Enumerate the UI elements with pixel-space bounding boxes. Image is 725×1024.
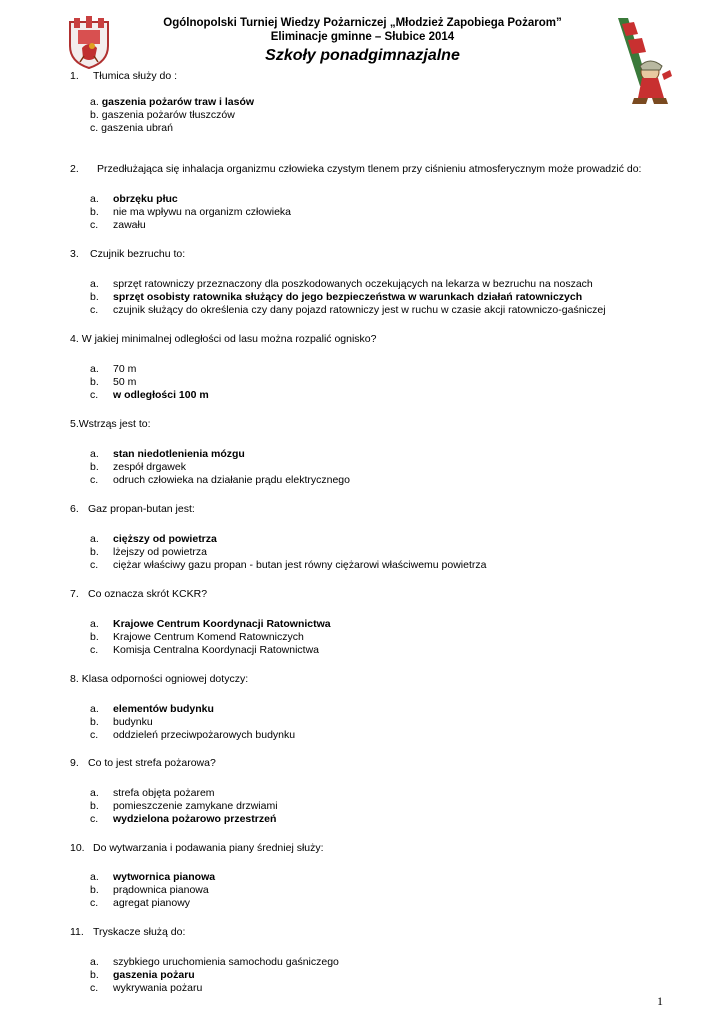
- answer-4a: a. 70 m: [90, 363, 137, 375]
- question-3: 3. Czujnik bezruchu to:: [70, 248, 186, 260]
- answer-2c: c. zawału: [90, 219, 146, 231]
- answer-4c: c. w odległości 100 m: [90, 389, 209, 401]
- answer-7c: c. Komisja Centralna Koordynacji Ratownictwa: [90, 644, 320, 656]
- header-subtitle: Eliminacje gminne – Słubice 2014: [270, 31, 455, 43]
- answer-5b: b. zespół drgawek: [90, 461, 186, 473]
- answer-3c: c. czujnik służący do określenia czy dany pojazd ratowniczy jest w ruchu w czasie akcji ratowniczo-gaśniczej: [90, 304, 606, 316]
- answer-5c: c. odruch człowieka na działanie prądu elektrycznego: [90, 474, 350, 486]
- header-category: Szkoły ponadgimnazjalne: [265, 47, 460, 64]
- question-7: 7. Co oznacza skrót KCKR?: [70, 588, 208, 600]
- answer-1a: a. gaszenia pożarów traw i lasów: [90, 96, 255, 108]
- answer-10c: c. agregat pianowy: [90, 897, 191, 909]
- question-1: 1. Tłumica służy do :: [70, 70, 178, 82]
- answer-9a: a. strefa objęta pożarem: [90, 787, 215, 799]
- question-9: 9. Co to jest strefa pożarowa?: [70, 757, 216, 769]
- answer-9b: b. pomieszczenie zamykane drzwiami: [90, 800, 278, 812]
- answer-9c: c. wydzielona pożarowo przestrzeń: [90, 813, 277, 825]
- answer-8a: a. elementów budynku: [90, 703, 214, 715]
- answer-3b: b. sprzęt osobisty ratownika służący do jego bezpieczeństwa w warunkach działań ratowniczych: [90, 291, 583, 303]
- question-6: 6. Gaz propan-butan jest:: [70, 503, 195, 515]
- question-5: 5.Wstrząs jest to:: [70, 418, 151, 430]
- answer-8b: b. budynku: [90, 716, 153, 728]
- answer-1c: c. gaszenia ubrań: [90, 122, 173, 134]
- answer-11a: a. szybkiego uruchomienia samochodu gaśniczego: [90, 956, 339, 968]
- answer-4b: b. 50 m: [90, 376, 137, 388]
- question-4: 4. W jakiej minimalnej odległości od lasu można rozpalić ognisko?: [70, 333, 377, 345]
- answer-6a: a. cięższy od powietrza: [90, 533, 217, 545]
- answer-10b: b. prądownica pianowa: [90, 884, 209, 896]
- answer-10a: a. wytwornica pianowa: [90, 871, 216, 883]
- answer-11b: b. gaszenia pożaru: [90, 969, 195, 981]
- answer-5a: a. stan niedotlenienia mózgu: [90, 448, 245, 460]
- answer-7a: a. Krajowe Centrum Koordynacji Ratownictwa: [90, 618, 331, 630]
- header-title: Ogólnopolski Turniej Wiedzy Pożarniczej „Młodzież Zapobiega Pożarom”: [163, 17, 562, 29]
- question-10: 10. Do wytwarzania i podawania piany średniej służy:: [70, 842, 324, 854]
- answer-3a: a. sprzęt ratowniczy przeznaczony dla poszkodowanych oczekujących na lekarza w bezruchu na noszach: [90, 278, 593, 290]
- answer-11c: c. wykrywania pożaru: [90, 982, 203, 994]
- question-2: 2. Przedłużająca się inhalacja organizmu człowieka czystym tlenem przy ciśnieniu atmosferycznym może prowadzić do:: [70, 163, 642, 175]
- question-11: 11. Tryskacze służą do:: [70, 926, 186, 938]
- answer-2b: b. nie ma wpływu na organizm człowieka: [90, 206, 291, 218]
- answer-2a: a. obrzęku płuc: [90, 193, 178, 205]
- question-8: 8. Klasa odporności ogniowej dotyczy:: [70, 673, 249, 685]
- answer-7b: b. Krajowe Centrum Komend Ratowniczych: [90, 631, 304, 643]
- answer-6b: b. lżejszy od powietrza: [90, 546, 207, 558]
- answer-1b: b. gaszenia pożarów tłuszczów: [90, 109, 235, 121]
- answer-6c: c. ciężar właściwy gazu propan - butan jest równy ciężarowi właściwemu powietrza: [90, 559, 487, 571]
- answer-8c: c. oddzieleń przeciwpożarowych budynku: [90, 729, 296, 741]
- page-number: 1: [657, 994, 663, 1008]
